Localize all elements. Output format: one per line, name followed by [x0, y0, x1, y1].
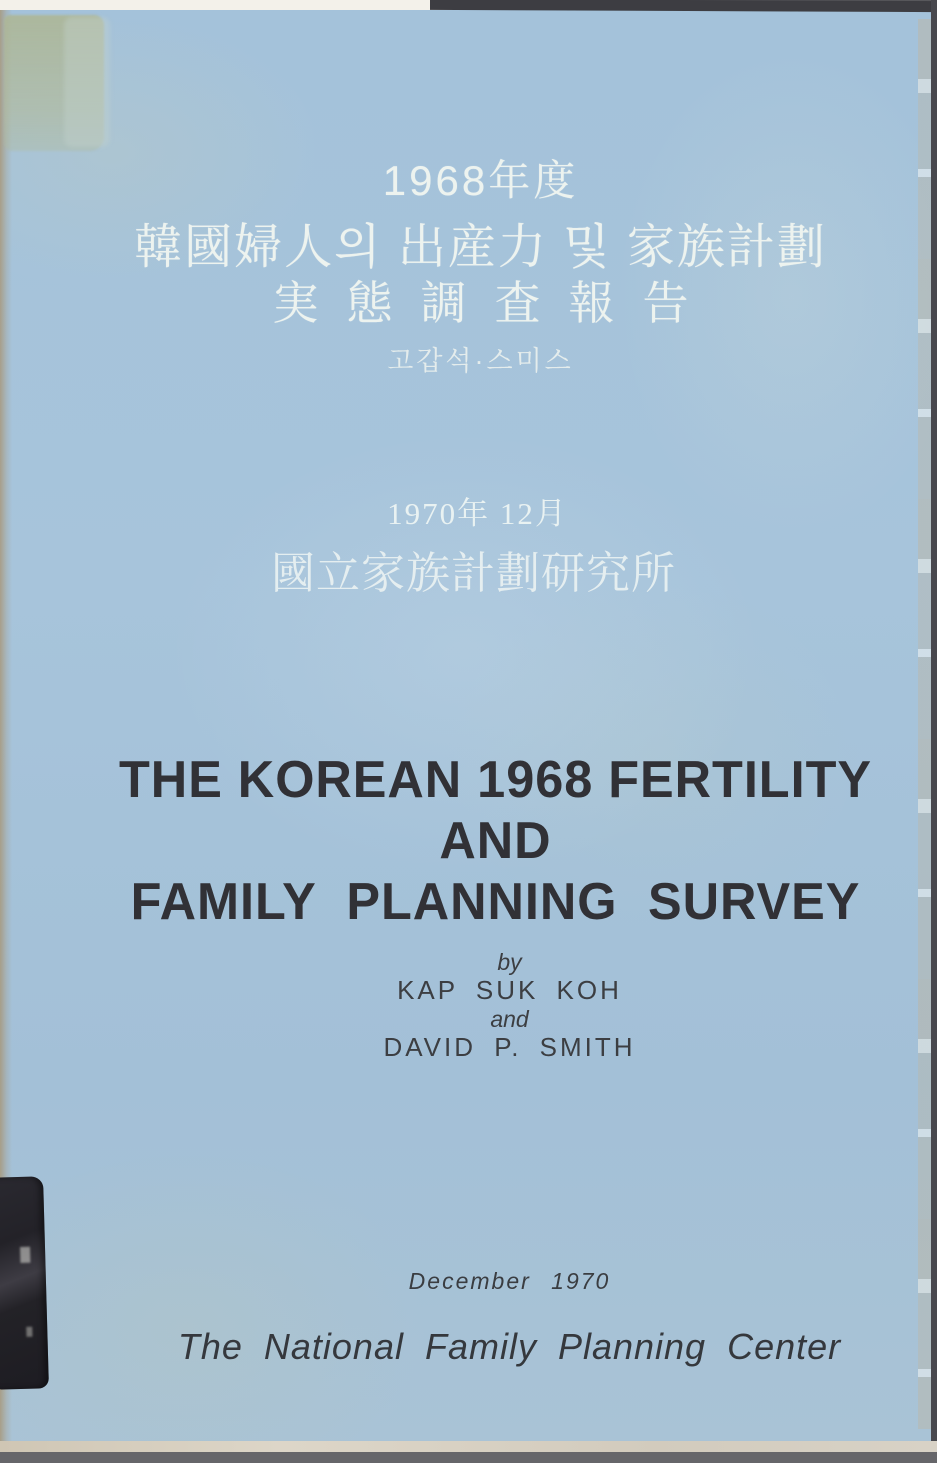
english-title: [44, 750, 937, 933]
cover-bottom-page-edge: [0, 1441, 937, 1452]
cjk-date-line: 1970年 12月: [387, 496, 568, 531]
cjk-main-title: 韓國婦人의 出産力 및 家族計劃: [134, 221, 827, 274]
scan-edge-bottom-dark: [0, 1452, 937, 1463]
cjk-publisher-line: 國立家族計劃研究所: [271, 549, 676, 598]
author2-name: DAVID P. SMITH: [383, 1032, 636, 1062]
english-publisher-line: The National Family Planning Center: [177, 1326, 842, 1367]
cjk-subtitle: 実態調査報告: [272, 277, 717, 329]
by-label: by: [497, 949, 522, 975]
english-date-line: December 1970: [408, 1268, 611, 1294]
scan-edge-right-dark: [931, 0, 937, 1455]
english-title-line3: FAMILY PLANNING SURVEY: [130, 873, 861, 931]
and-label: and: [490, 1006, 529, 1032]
author1-name: KAP SUK KOH: [397, 975, 622, 1005]
sticker-fleck: [20, 1247, 30, 1263]
sticker-fleck: [26, 1327, 32, 1337]
library-sticker: [0, 1176, 49, 1389]
scan-edge-top-white: [0, 0, 452, 10]
korean-author-names: 고갑석·스미스: [387, 346, 574, 376]
english-title-line2: AND: [439, 812, 552, 870]
book-cover: [0, 9, 931, 1443]
cjk-year-line: 1968年度: [382, 157, 579, 204]
byline-block: [44, 948, 937, 1062]
worn-patch-light-band: [64, 17, 110, 147]
english-title-line1: THE KOREAN 1968 FERTILITY: [119, 751, 872, 809]
